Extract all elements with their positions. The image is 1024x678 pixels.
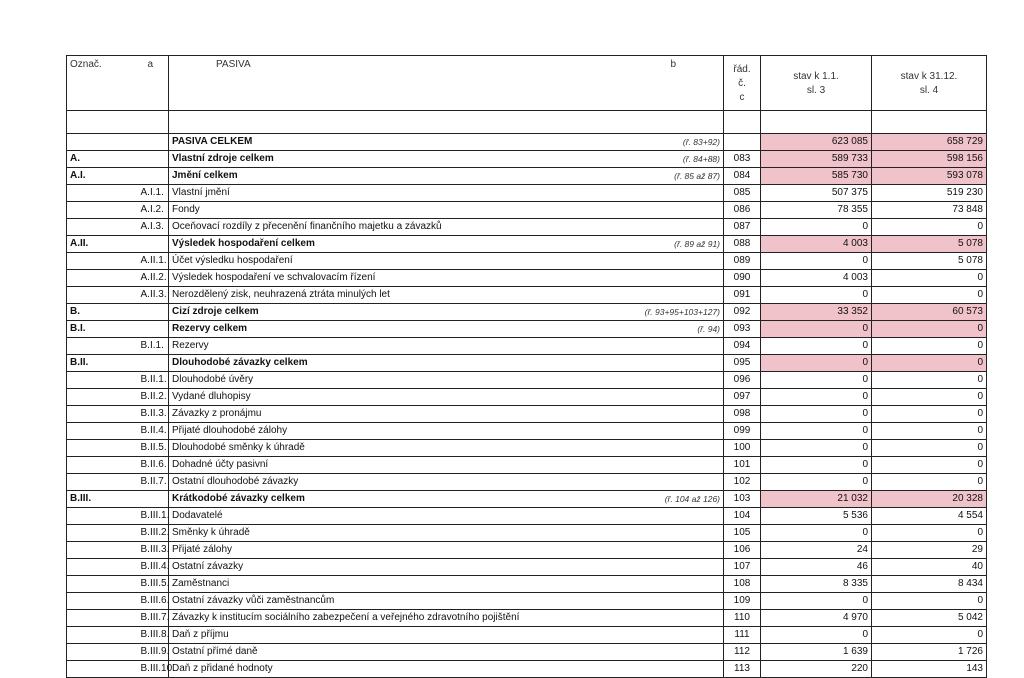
row-mark bbox=[67, 185, 105, 202]
row-value-start: 0 bbox=[761, 219, 872, 236]
row-value-start: 0 bbox=[761, 372, 872, 389]
row-label: Ostatní závazky bbox=[172, 561, 244, 572]
row-label-cell bbox=[169, 525, 724, 542]
table-row bbox=[67, 474, 987, 491]
row-label: Daň z příjmu bbox=[172, 629, 229, 640]
row-number: 097 bbox=[724, 389, 761, 406]
table-header-row bbox=[67, 56, 987, 111]
row-value-start: 4 970 bbox=[761, 610, 872, 627]
row-label-cell bbox=[169, 389, 724, 406]
row-value-start: 220 bbox=[761, 661, 872, 678]
row-number: 113 bbox=[724, 661, 761, 678]
row-value-end: 73 848 bbox=[872, 202, 987, 219]
row-mark bbox=[67, 219, 105, 236]
row-mark bbox=[67, 474, 105, 491]
row-value-start: 0 bbox=[761, 423, 872, 440]
row-number bbox=[724, 134, 761, 151]
row-sub-mark: B.III.6. bbox=[105, 593, 169, 610]
header-row-no bbox=[724, 56, 761, 111]
row-label: Daň z přidané hodnoty bbox=[172, 663, 273, 674]
row-label-cell bbox=[169, 610, 724, 627]
row-label: Ostatní přímé daně bbox=[172, 646, 258, 657]
row-value-end: 0 bbox=[872, 389, 987, 406]
row-label: Výsledek hospodaření celkem bbox=[172, 238, 315, 249]
row-label: Dodavatelé bbox=[172, 510, 223, 521]
row-value-end: 0 bbox=[872, 457, 987, 474]
row-label: Nerozdělený zisk, neuhrazená ztráta minulých let bbox=[172, 289, 390, 300]
row-label-cell bbox=[169, 355, 724, 372]
table-row bbox=[67, 423, 987, 440]
row-value-end: 0 bbox=[872, 423, 987, 440]
row-mark bbox=[67, 610, 105, 627]
table-row bbox=[67, 661, 987, 678]
table-row bbox=[67, 389, 987, 406]
table-row bbox=[67, 457, 987, 474]
row-value-start: 0 bbox=[761, 253, 872, 270]
row-sub-mark: B.II.7. bbox=[105, 474, 169, 491]
row-value-end: 658 729 bbox=[872, 134, 987, 151]
table-row bbox=[67, 406, 987, 423]
row-formula-ref: (ř. 93+95+103+127) bbox=[644, 307, 720, 317]
row-number: 092 bbox=[724, 304, 761, 321]
row-label-cell bbox=[169, 253, 724, 270]
row-value-start: 0 bbox=[761, 457, 872, 474]
table-row bbox=[67, 355, 987, 372]
row-number: 109 bbox=[724, 593, 761, 610]
row-sub-mark: B.II.1. bbox=[105, 372, 169, 389]
row-value-start: 0 bbox=[761, 389, 872, 406]
row-sub-mark: A.II.3. bbox=[105, 287, 169, 304]
row-number: 086 bbox=[724, 202, 761, 219]
row-value-end: 0 bbox=[872, 440, 987, 457]
row-mark: A.II. bbox=[67, 236, 105, 253]
row-label-cell bbox=[169, 474, 724, 491]
row-mark bbox=[67, 253, 105, 270]
row-value-start: 5 536 bbox=[761, 508, 872, 525]
row-sub-mark: A.I.2. bbox=[105, 202, 169, 219]
row-value-start: 1 639 bbox=[761, 644, 872, 661]
row-mark bbox=[67, 525, 105, 542]
row-formula-ref: (ř. 84+88) bbox=[682, 154, 720, 164]
row-mark bbox=[67, 134, 105, 151]
row-sub-mark: B.I.1. bbox=[105, 338, 169, 355]
table-row bbox=[67, 542, 987, 559]
row-value-start: 0 bbox=[761, 627, 872, 644]
row-value-end: 20 328 bbox=[872, 491, 987, 508]
row-number: 096 bbox=[724, 372, 761, 389]
row-value-end: 40 bbox=[872, 559, 987, 576]
row-label: Oceňovací rozdíly z přecenění finančního majetku a závazků bbox=[172, 221, 442, 232]
table-row bbox=[67, 508, 987, 525]
row-value-end: 0 bbox=[872, 338, 987, 355]
row-sub-mark bbox=[105, 304, 169, 321]
row-label-cell bbox=[169, 627, 724, 644]
row-mark bbox=[67, 593, 105, 610]
row-value-start: 8 335 bbox=[761, 576, 872, 593]
row-number: 089 bbox=[724, 253, 761, 270]
table-row bbox=[67, 644, 987, 661]
row-mark bbox=[67, 202, 105, 219]
row-sub-mark: B.II.5. bbox=[105, 440, 169, 457]
row-sub-mark: B.II.3. bbox=[105, 406, 169, 423]
row-number: 085 bbox=[724, 185, 761, 202]
row-mark bbox=[67, 406, 105, 423]
row-sub-mark bbox=[105, 134, 169, 151]
row-label: Dlouhodobé závazky celkem bbox=[172, 357, 308, 368]
table-row bbox=[67, 338, 987, 355]
row-label-cell bbox=[169, 372, 724, 389]
row-label-cell bbox=[169, 406, 724, 423]
row-sub-mark: B.III.9. bbox=[105, 644, 169, 661]
balance-sheet-table bbox=[66, 55, 987, 678]
row-label-cell bbox=[169, 508, 724, 525]
header-spacer-row bbox=[67, 111, 987, 134]
row-sub-mark: B.III.2. bbox=[105, 525, 169, 542]
row-formula-ref: (ř. 94) bbox=[697, 324, 720, 334]
row-mark: B.III. bbox=[67, 491, 105, 508]
row-value-start: 0 bbox=[761, 287, 872, 304]
row-value-end: 0 bbox=[872, 287, 987, 304]
row-label: Vydané dluhopisy bbox=[172, 391, 251, 402]
row-value-start: 507 375 bbox=[761, 185, 872, 202]
row-sub-mark bbox=[105, 168, 169, 185]
row-sub-mark: A.I.1. bbox=[105, 185, 169, 202]
row-number: 093 bbox=[724, 321, 761, 338]
row-value-end: 0 bbox=[872, 355, 987, 372]
row-label: Dohadné účty pasivní bbox=[172, 459, 269, 470]
row-sub-mark: B.III.8. bbox=[105, 627, 169, 644]
row-value-end: 5 078 bbox=[872, 253, 987, 270]
row-number: 100 bbox=[724, 440, 761, 457]
row-value-end: 60 573 bbox=[872, 304, 987, 321]
header-mark: Označ. bbox=[70, 59, 102, 70]
row-mark bbox=[67, 508, 105, 525]
row-label: Rezervy celkem bbox=[172, 323, 248, 334]
row-formula-ref: (ř. 89 až 91) bbox=[674, 239, 720, 249]
row-value-start: 0 bbox=[761, 406, 872, 423]
row-value-start: 4 003 bbox=[761, 270, 872, 287]
row-label: Krátkodobé závazky celkem bbox=[172, 493, 305, 504]
table-row bbox=[67, 253, 987, 270]
row-label-cell bbox=[169, 134, 724, 151]
row-value-start: 33 352 bbox=[761, 304, 872, 321]
row-label: Dlouhodobé směnky k úhradě bbox=[172, 442, 305, 453]
row-value-end: 598 156 bbox=[872, 151, 987, 168]
row-value-start: 0 bbox=[761, 355, 872, 372]
row-sub-mark: B.III.10. bbox=[105, 661, 169, 678]
row-label-cell bbox=[169, 491, 724, 508]
row-label-cell bbox=[169, 151, 724, 168]
table-row bbox=[67, 576, 987, 593]
row-value-end: 593 078 bbox=[872, 168, 987, 185]
row-label: Závazky z pronájmu bbox=[172, 408, 262, 419]
row-mark bbox=[67, 542, 105, 559]
row-label: Ostatní závazky vůči zaměstnancům bbox=[172, 595, 335, 606]
row-number: 083 bbox=[724, 151, 761, 168]
row-mark bbox=[67, 457, 105, 474]
row-value-start: 0 bbox=[761, 525, 872, 542]
row-value-start: 0 bbox=[761, 474, 872, 491]
row-label: Přijaté zálohy bbox=[172, 544, 233, 555]
row-label: Závazky k institucím sociálního zabezpečení a veřejného zdravotního pojištění bbox=[172, 612, 520, 623]
row-value-start: 24 bbox=[761, 542, 872, 559]
row-label: Fondy bbox=[172, 204, 200, 215]
row-value-start: 589 733 bbox=[761, 151, 872, 168]
row-label: Přijaté dlouhodobé zálohy bbox=[172, 425, 288, 436]
row-mark bbox=[67, 372, 105, 389]
row-value-end: 143 bbox=[872, 661, 987, 678]
row-value-start: 623 085 bbox=[761, 134, 872, 151]
row-value-end: 0 bbox=[872, 474, 987, 491]
header-row-no-3: c bbox=[739, 92, 745, 103]
row-sub-mark: A.II.2. bbox=[105, 270, 169, 287]
row-mark bbox=[67, 338, 105, 355]
row-label-cell bbox=[169, 423, 724, 440]
row-label-cell bbox=[169, 661, 724, 678]
row-value-start: 0 bbox=[761, 593, 872, 610]
row-sub-mark: B.III.7. bbox=[105, 610, 169, 627]
table-row bbox=[67, 593, 987, 610]
row-mark: A. bbox=[67, 151, 105, 168]
row-number: 091 bbox=[724, 287, 761, 304]
row-number: 098 bbox=[724, 406, 761, 423]
row-mark bbox=[67, 644, 105, 661]
row-value-end: 0 bbox=[872, 406, 987, 423]
row-label: Vlastní zdroje celkem bbox=[172, 153, 274, 164]
row-value-end: 0 bbox=[872, 372, 987, 389]
header-row-no-1: řád. bbox=[733, 64, 751, 75]
row-mark bbox=[67, 287, 105, 304]
row-mark: B. bbox=[67, 304, 105, 321]
row-sub-mark: B.II.6. bbox=[105, 457, 169, 474]
row-label: Ostatní dlouhodobé závazky bbox=[172, 476, 299, 487]
row-label: PASIVA CELKEM bbox=[172, 136, 253, 147]
header-col2-line1: stav k 31.12. bbox=[900, 71, 958, 82]
row-sub-mark: B.II.4. bbox=[105, 423, 169, 440]
row-label: Účet výsledku hospodaření bbox=[172, 255, 293, 266]
row-value-end: 0 bbox=[872, 525, 987, 542]
header-title-cell bbox=[169, 56, 724, 111]
row-sub-mark bbox=[105, 151, 169, 168]
row-sub-mark: A.II.1. bbox=[105, 253, 169, 270]
row-value-start: 78 355 bbox=[761, 202, 872, 219]
row-sub-mark: B.III.3. bbox=[105, 542, 169, 559]
row-label-cell bbox=[169, 185, 724, 202]
table-row bbox=[67, 321, 987, 338]
row-label: Zaměstnanci bbox=[172, 578, 230, 589]
row-value-end: 8 434 bbox=[872, 576, 987, 593]
row-formula-ref: (ř. 85 až 87) bbox=[674, 171, 720, 181]
row-label-cell bbox=[169, 593, 724, 610]
row-number: 107 bbox=[724, 559, 761, 576]
row-value-end: 519 230 bbox=[872, 185, 987, 202]
table-row bbox=[67, 270, 987, 287]
row-number: 111 bbox=[724, 627, 761, 644]
table-row bbox=[67, 202, 987, 219]
table-row bbox=[67, 236, 987, 253]
row-mark bbox=[67, 270, 105, 287]
table-row bbox=[67, 491, 987, 508]
row-number: 101 bbox=[724, 457, 761, 474]
row-value-end: 4 554 bbox=[872, 508, 987, 525]
row-number: 095 bbox=[724, 355, 761, 372]
row-number: 108 bbox=[724, 576, 761, 593]
row-label-cell bbox=[169, 202, 724, 219]
row-number: 110 bbox=[724, 610, 761, 627]
header-title: PASIVA bbox=[216, 59, 251, 70]
row-label: Dlouhodobé úvěry bbox=[172, 374, 254, 385]
header-row-no-2: č. bbox=[738, 78, 746, 89]
row-label-cell bbox=[169, 440, 724, 457]
row-mark bbox=[67, 627, 105, 644]
row-number: 099 bbox=[724, 423, 761, 440]
row-formula-ref: (ř. 83+92) bbox=[682, 137, 720, 147]
row-value-end: 29 bbox=[872, 542, 987, 559]
row-label: Rezervy bbox=[172, 340, 209, 351]
row-value-start: 0 bbox=[761, 440, 872, 457]
row-number: 103 bbox=[724, 491, 761, 508]
row-label-cell bbox=[169, 644, 724, 661]
row-value-end: 0 bbox=[872, 321, 987, 338]
row-number: 102 bbox=[724, 474, 761, 491]
row-sub-mark: B.III.1. bbox=[105, 508, 169, 525]
row-number: 094 bbox=[724, 338, 761, 355]
row-label-cell bbox=[169, 270, 724, 287]
table-row bbox=[67, 134, 987, 151]
row-mark bbox=[67, 661, 105, 678]
row-mark bbox=[67, 559, 105, 576]
row-mark bbox=[67, 423, 105, 440]
row-label: Jmění celkem bbox=[172, 170, 238, 181]
row-value-end: 5 042 bbox=[872, 610, 987, 627]
row-value-end: 0 bbox=[872, 593, 987, 610]
table-row bbox=[67, 287, 987, 304]
table-row bbox=[67, 304, 987, 321]
row-label-cell bbox=[169, 236, 724, 253]
row-value-end: 5 078 bbox=[872, 236, 987, 253]
header-col1 bbox=[761, 56, 872, 111]
header-col2-line2: sl. 4 bbox=[919, 85, 939, 96]
table-row bbox=[67, 525, 987, 542]
row-label-cell bbox=[169, 457, 724, 474]
table-row bbox=[67, 440, 987, 457]
header-mark-col: a bbox=[147, 59, 153, 70]
row-value-start: 46 bbox=[761, 559, 872, 576]
row-label-cell bbox=[169, 219, 724, 236]
row-number: 084 bbox=[724, 168, 761, 185]
row-label-cell bbox=[169, 559, 724, 576]
row-sub-mark bbox=[105, 491, 169, 508]
row-value-end: 1 726 bbox=[872, 644, 987, 661]
row-sub-mark: B.III.5. bbox=[105, 576, 169, 593]
row-value-start: 585 730 bbox=[761, 168, 872, 185]
row-number: 090 bbox=[724, 270, 761, 287]
row-mark bbox=[67, 576, 105, 593]
row-sub-mark bbox=[105, 236, 169, 253]
row-label-cell bbox=[169, 287, 724, 304]
row-sub-mark bbox=[105, 321, 169, 338]
row-sub-mark: B.II.2. bbox=[105, 389, 169, 406]
row-mark: A.I. bbox=[67, 168, 105, 185]
table-row bbox=[67, 610, 987, 627]
table-row bbox=[67, 219, 987, 236]
table-row bbox=[67, 168, 987, 185]
row-label: Směnky k úhradě bbox=[172, 527, 250, 538]
header-col1-line1: stav k 1.1. bbox=[793, 71, 839, 82]
row-mark: B.I. bbox=[67, 321, 105, 338]
header-col1-line2: sl. 3 bbox=[806, 85, 826, 96]
table-row bbox=[67, 372, 987, 389]
row-number: 105 bbox=[724, 525, 761, 542]
row-mark bbox=[67, 389, 105, 406]
row-label-cell bbox=[169, 542, 724, 559]
row-value-end: 0 bbox=[872, 627, 987, 644]
row-value-start: 0 bbox=[761, 321, 872, 338]
row-mark: B.II. bbox=[67, 355, 105, 372]
row-value-start: 4 003 bbox=[761, 236, 872, 253]
header-col2 bbox=[872, 56, 987, 111]
table-row bbox=[67, 559, 987, 576]
row-value-start: 0 bbox=[761, 338, 872, 355]
table-row bbox=[67, 185, 987, 202]
row-sub-mark: B.III.4. bbox=[105, 559, 169, 576]
row-number: 104 bbox=[724, 508, 761, 525]
row-number: 087 bbox=[724, 219, 761, 236]
row-value-end: 0 bbox=[872, 219, 987, 236]
row-mark bbox=[67, 440, 105, 457]
row-number: 088 bbox=[724, 236, 761, 253]
row-label: Výsledek hospodaření ve schvalovacím řízení bbox=[172, 272, 376, 283]
row-number: 106 bbox=[724, 542, 761, 559]
row-label: Cizí zdroje celkem bbox=[172, 306, 259, 317]
row-label-cell bbox=[169, 304, 724, 321]
row-number: 112 bbox=[724, 644, 761, 661]
row-label-cell bbox=[169, 321, 724, 338]
row-label-cell bbox=[169, 576, 724, 593]
row-label-cell bbox=[169, 168, 724, 185]
row-value-start: 21 032 bbox=[761, 491, 872, 508]
row-sub-mark bbox=[105, 355, 169, 372]
row-sub-mark: A.I.3. bbox=[105, 219, 169, 236]
row-label: Vlastní jmění bbox=[172, 187, 230, 198]
table-row bbox=[67, 151, 987, 168]
header-title-col: b bbox=[670, 59, 676, 70]
table-row bbox=[67, 627, 987, 644]
row-value-end: 0 bbox=[872, 270, 987, 287]
row-formula-ref: (ř. 104 až 126) bbox=[664, 494, 720, 504]
row-label-cell bbox=[169, 338, 724, 355]
header-mark-cell bbox=[67, 56, 169, 111]
